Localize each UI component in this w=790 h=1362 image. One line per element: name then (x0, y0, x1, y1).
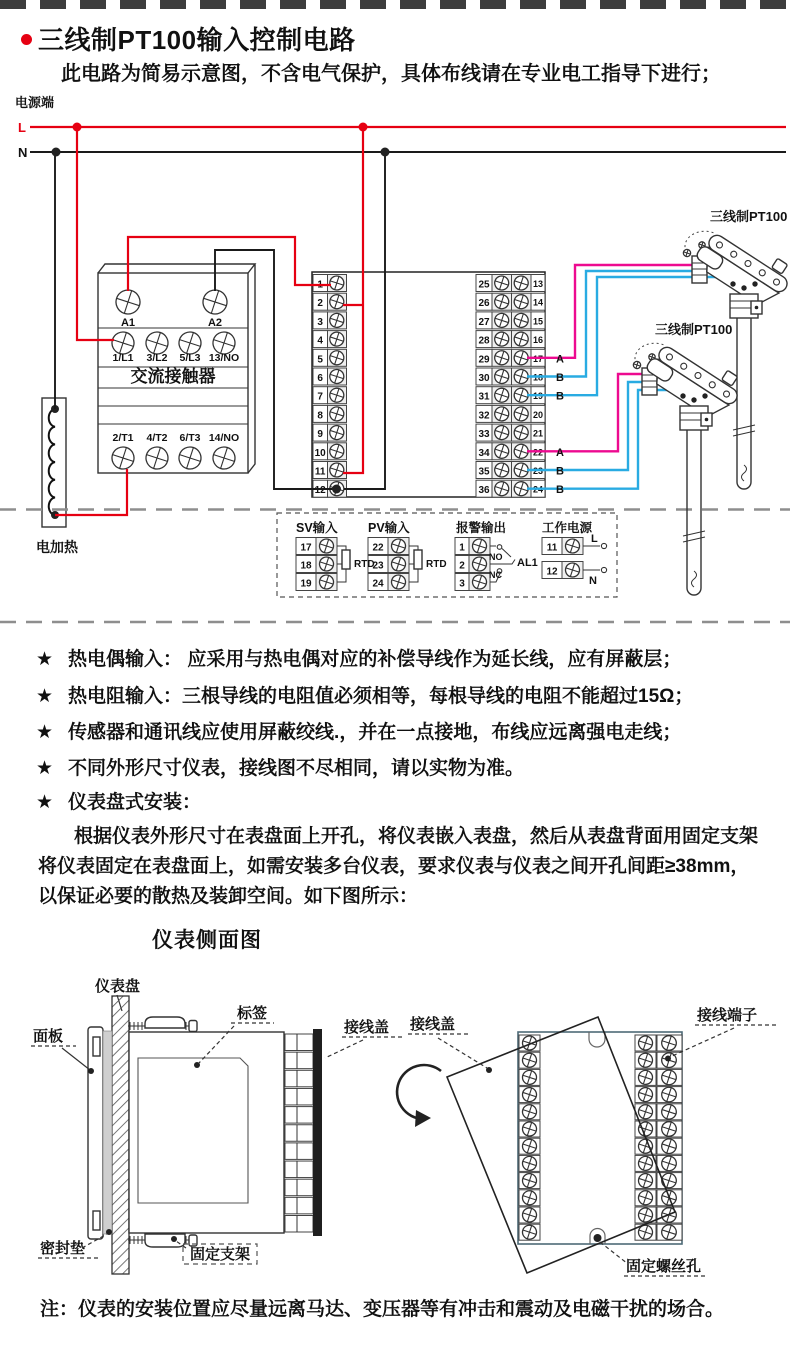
svg-text: 18 (300, 560, 312, 572)
svg-text: 12 (546, 566, 558, 578)
svg-text: 2/T1 (112, 432, 134, 444)
terminal-cell (285, 1216, 313, 1233)
star-icon: ★ (36, 722, 54, 743)
svg-text: A2 (207, 317, 223, 329)
svg-text: 6 (317, 373, 323, 384)
bezel-detail-bottom (93, 1211, 100, 1230)
front-bezel (88, 1027, 103, 1239)
svg-text: 19 (300, 578, 312, 590)
svg-text: 22 (372, 542, 384, 554)
svg-text: 3 (459, 578, 465, 590)
front-panel-leader-dot (88, 1068, 94, 1074)
terminals-label: 接线端子 (697, 1007, 758, 1024)
note-text: 不同外形尺寸仪表，接线图不尽相同，请以实物为准。 (68, 758, 525, 779)
note-item (36, 753, 524, 780)
svg-text: 18 (532, 372, 544, 383)
rotate-arrow (397, 1065, 441, 1119)
power-side-label: 电源端 (15, 95, 55, 110)
no-contact-icon (497, 545, 502, 550)
svg-text: 5 (317, 354, 323, 366)
svg-text: 12 (314, 485, 326, 497)
terminal-cell (285, 1161, 313, 1178)
svg-text: B (556, 465, 564, 478)
wiring-diagram (0, 90, 790, 638)
svg-text: 17 (532, 353, 544, 364)
bezel-detail-top (93, 1037, 100, 1056)
screw-hole-dot (594, 1234, 602, 1242)
svg-text: 34 (478, 447, 490, 459)
wire-sensor2-b2 (527, 390, 683, 489)
note-item (36, 717, 681, 744)
sensor1-label: 三线制PT100 (710, 209, 788, 224)
svg-text: 36 (478, 485, 490, 497)
pv-rtd-label: RTD (426, 559, 447, 570)
bracket-leader-dot (171, 1236, 177, 1242)
junction-l-2 (359, 123, 368, 132)
svg-text: 1/L1 (112, 352, 134, 364)
terminal-cell (285, 1107, 313, 1124)
junction-n-1 (52, 148, 61, 157)
svg-text: 26 (478, 298, 490, 310)
svg-text: 19 (532, 391, 544, 402)
terminal-cell (285, 1143, 313, 1160)
svg-text: 2 (459, 560, 465, 572)
supply-n-node (601, 567, 606, 572)
supply-n-label: N (589, 575, 597, 587)
paragraph-line: 根据仪表外形尺寸在表盘面上开孔，将仪表嵌入表盘，然后从表盘背面用固定支架 (74, 826, 759, 847)
svg-text: B (556, 390, 564, 403)
svg-text: 13/NO (208, 352, 240, 364)
svg-text: 11 (546, 542, 558, 554)
alarm-relay-contact (489, 545, 538, 582)
side-view (31, 977, 402, 1274)
svg-text: 1 (317, 279, 323, 291)
svg-text: 2 (317, 298, 323, 310)
install-paragraph (38, 822, 762, 912)
svg-text: 23 (532, 466, 544, 476)
pv-rtd-resistor (414, 550, 422, 569)
note-text: 传感器和通讯线应使用屏蔽绞线.，并在一点接地，布线应远离强电走线； (68, 722, 682, 743)
paragraph-line: 将仪表固定在表盘面上，如需安装多台仪表，要求仪表与仪表之间开孔间距≥38mm， (38, 856, 750, 877)
screw-hole-label: 固定螺丝孔 (626, 1258, 702, 1275)
bracket-label: 固定支架 (190, 1246, 251, 1263)
tag-label: 标签 (237, 1005, 268, 1022)
svg-text: B (556, 372, 564, 384)
rear-view (397, 1006, 779, 1276)
terminal-cover-bar (313, 1029, 322, 1236)
sensor-terminal (741, 285, 746, 290)
svg-text: 14/NO (208, 432, 240, 444)
cover-rear-label: 接线盖 (410, 1016, 456, 1033)
alarm-title: 报警输出 (456, 521, 507, 535)
svg-text: 13 (532, 279, 544, 289)
svg-text: 17 (300, 542, 312, 554)
sensor-wire-letter-labels (556, 353, 564, 496)
ac-contactor (98, 264, 255, 473)
svg-text: 11 (314, 466, 326, 478)
panel-board-label: 仪表盘 (95, 978, 141, 995)
title-bullet-icon (21, 34, 32, 45)
svg-text: 21 (532, 428, 544, 439)
svg-text: 6/T3 (179, 432, 201, 444)
pt100-sensor-1 (682, 220, 790, 489)
terminal-cell (285, 1179, 313, 1196)
junction-l-1 (73, 123, 82, 132)
svg-text: A (556, 446, 564, 459)
al1-label: AL1 (517, 557, 538, 569)
svg-text: 33 (478, 429, 490, 441)
svg-text: 32 (478, 410, 490, 422)
front-panel-label: 面板 (33, 1028, 64, 1045)
svg-text: 24 (532, 484, 544, 495)
svg-text: A1 (120, 317, 136, 329)
svg-text: 29 (478, 354, 490, 366)
note-item (36, 681, 693, 708)
nc-label: NC (489, 570, 502, 580)
mounting-panel (112, 996, 129, 1274)
note-item (36, 644, 681, 671)
pt100-sensor-2 (632, 332, 746, 595)
pv-title: PV输入 (368, 521, 410, 535)
supply-l-label: L (591, 533, 598, 545)
note-text: 热电阻输入：三根导线的电阻值必须相等，每根导线的电阻不能超过15Ω； (68, 686, 694, 707)
svg-text: 28 (478, 335, 490, 347)
sensor2-label: 三线制PT100 (655, 322, 733, 337)
contactor-name: 交流接触器 (130, 367, 216, 386)
svg-text: 15 (532, 316, 544, 327)
bottom-bracket (128, 1234, 197, 1247)
side-view-heading: 仪表侧面图 (152, 927, 262, 952)
svg-text: 10 (314, 447, 326, 459)
sv-rtd-label: RTD (354, 559, 375, 570)
paragraph-line: 以保证必要的散热及装卸空间。如下图所示： (38, 886, 419, 907)
svg-text: 7 (317, 391, 323, 403)
svg-text: 25 (478, 279, 490, 291)
note-item (36, 787, 201, 814)
note-text: 热电偶输入： 应采用与热电偶对应的补偿导线作为延长线，应有屏蔽层； (68, 649, 682, 670)
element-squiggle (742, 465, 747, 481)
svg-text: 5/L3 (179, 352, 201, 364)
cover-side-leader (325, 1040, 363, 1058)
terminal-cell (285, 1052, 313, 1069)
gasket-label: 密封垫 (40, 1240, 86, 1257)
terminal-cell (285, 1088, 313, 1105)
terminal-cell (285, 1125, 313, 1142)
bracket-hump (145, 1234, 185, 1247)
electric-heater (36, 398, 79, 555)
element-squiggle (692, 571, 697, 587)
svg-text: 23 (372, 560, 384, 572)
installation-diagram (0, 955, 790, 1290)
footer-note: 注：仪表的安装位置应尽量远离马达、变压器等有冲击和震动及电磁干扰的场合。 (40, 1299, 725, 1320)
heater-label: 电加热 (36, 539, 78, 555)
screw-terminal-icon (682, 248, 691, 257)
sensor-terminal (752, 281, 757, 286)
page-subtitle: 此电路为简易示意图，不含电气保护，具体布线请在专业电工指导下进行； (61, 63, 721, 85)
terminals-leader-dot (665, 1056, 671, 1062)
svg-text: B (556, 484, 564, 497)
svg-text: 24 (372, 578, 384, 590)
screw-terminal-icon (632, 360, 641, 369)
star-icon: ★ (36, 649, 54, 670)
svg-text: 8 (317, 410, 323, 422)
sv-rtd-resistor (342, 550, 350, 569)
svg-text: 3 (317, 316, 323, 328)
supply-l-node (601, 543, 606, 548)
star-icon: ★ (36, 758, 54, 779)
rotate-arrowhead (415, 1110, 431, 1127)
supply-title: 工作电源 (542, 521, 593, 535)
label-area (138, 1058, 248, 1203)
svg-text: 9 (317, 429, 323, 441)
gasket-leader-dot (106, 1229, 112, 1235)
terminal-cell (285, 1034, 313, 1051)
svg-text: 4 (317, 335, 323, 347)
note-text: 仪表盘式安装： (68, 792, 202, 813)
svg-text: 35 (478, 466, 490, 478)
svg-text: 31 (478, 391, 490, 403)
io-reference-box (277, 513, 617, 597)
screw-hole-leader (600, 1242, 628, 1264)
sv-title: SV输入 (296, 521, 338, 535)
star-icon: ★ (36, 686, 54, 707)
terminal-stack-side (285, 1034, 313, 1232)
page-title: 三线制PT100输入控制电路 (38, 25, 356, 55)
no-label: NO (489, 552, 503, 562)
svg-text: 3/L2 (146, 352, 168, 364)
power-rails (15, 95, 786, 160)
svg-text: 20 (532, 409, 544, 420)
sensor-terminal (730, 281, 735, 286)
top-bracket (128, 1017, 197, 1032)
line-l-label: L (18, 120, 26, 135)
sealing-gasket (103, 1031, 112, 1234)
svg-text: 16 (532, 335, 544, 346)
star-icon: ★ (36, 792, 54, 813)
sensor-terminal (702, 393, 707, 398)
front-panel-leader (62, 1048, 90, 1070)
svg-text: 14 (532, 297, 544, 308)
junction-terminal12 (332, 485, 341, 494)
line-n-label: N (18, 145, 28, 160)
svg-text: 4/T2 (146, 432, 168, 444)
page-top-dashed-border (0, 0, 790, 9)
cover-rear-leader-dot (486, 1067, 492, 1073)
sensor-terminal (680, 393, 685, 398)
svg-text: 30 (478, 373, 490, 384)
supply-wires (583, 533, 607, 587)
svg-text: 27 (478, 316, 490, 328)
svg-text: A (556, 353, 564, 366)
svg-text: 22 (532, 447, 544, 458)
svg-text: 1 (459, 542, 465, 554)
sensor-terminal (691, 397, 696, 402)
junction-n-2 (381, 148, 390, 157)
terminal-cell (285, 1070, 313, 1087)
cover-side-label: 接线盖 (344, 1019, 390, 1036)
terminal-cell (285, 1197, 313, 1214)
bracket-screw (189, 1021, 197, 1032)
bracket-hump (145, 1017, 185, 1028)
tag-leader-dot (194, 1062, 200, 1068)
